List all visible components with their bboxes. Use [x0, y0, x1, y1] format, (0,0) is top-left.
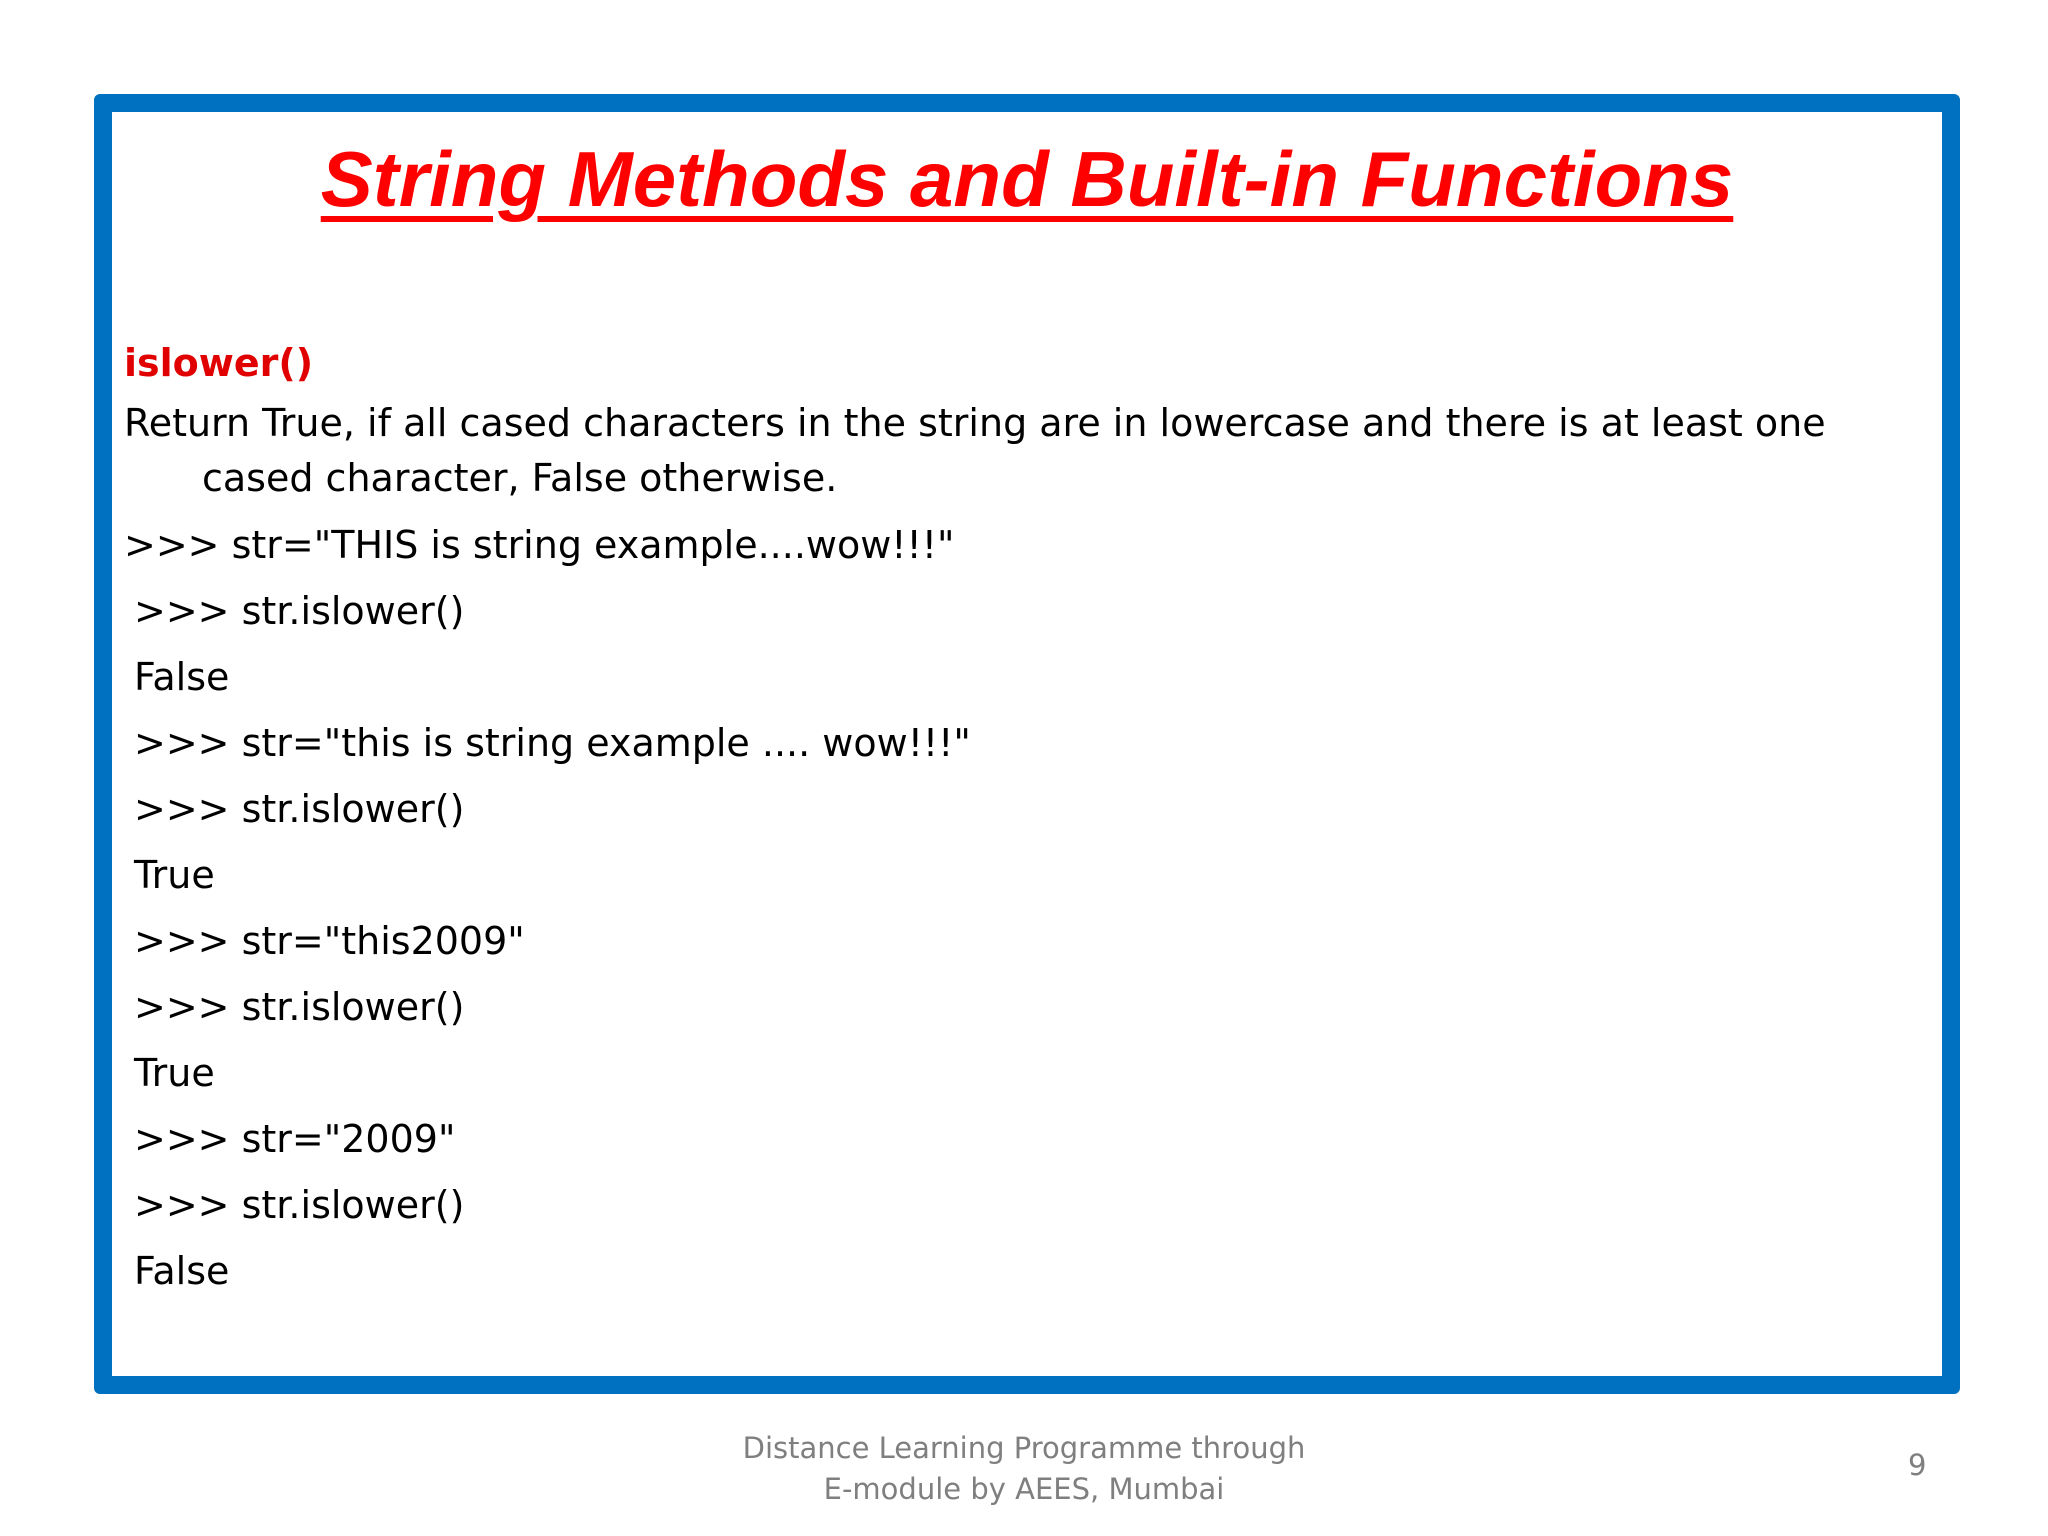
code-line: >>> str.islower(): [134, 1183, 465, 1227]
footer: [0, 1428, 2048, 1510]
slide-title: String Methods and Built-in Functions: [320, 135, 1734, 223]
code-line: >>> str.islower(): [134, 985, 465, 1029]
code-line: >>> str="THIS is string example....wow!!!": [124, 523, 955, 567]
method-description: Return True, if all cased characters in the string are in lowercase and there is at least one cased character, False otherwise.: [124, 401, 1826, 500]
code-output: True: [134, 1051, 215, 1095]
method-name: islower(): [124, 341, 314, 385]
code-line: >>> str.islower(): [134, 589, 465, 633]
footer-line-1: Distance Learning Programme through: [742, 1431, 1306, 1465]
code-line: >>> str="this is string example .... wow!!!": [134, 721, 971, 765]
slide-frame: [94, 94, 1960, 1394]
footer-line-2: E-module by AEES, Mumbai: [823, 1472, 1225, 1506]
slide-content: [124, 330, 1924, 1304]
code-line: >>> str="2009": [134, 1117, 456, 1161]
code-output: False: [134, 655, 230, 699]
code-line: >>> str.islower(): [134, 787, 465, 831]
page-number: 9: [1908, 1448, 1927, 1482]
code-line: >>> str="this2009": [134, 919, 525, 963]
code-output: False: [134, 1249, 230, 1293]
code-output: True: [134, 853, 215, 897]
